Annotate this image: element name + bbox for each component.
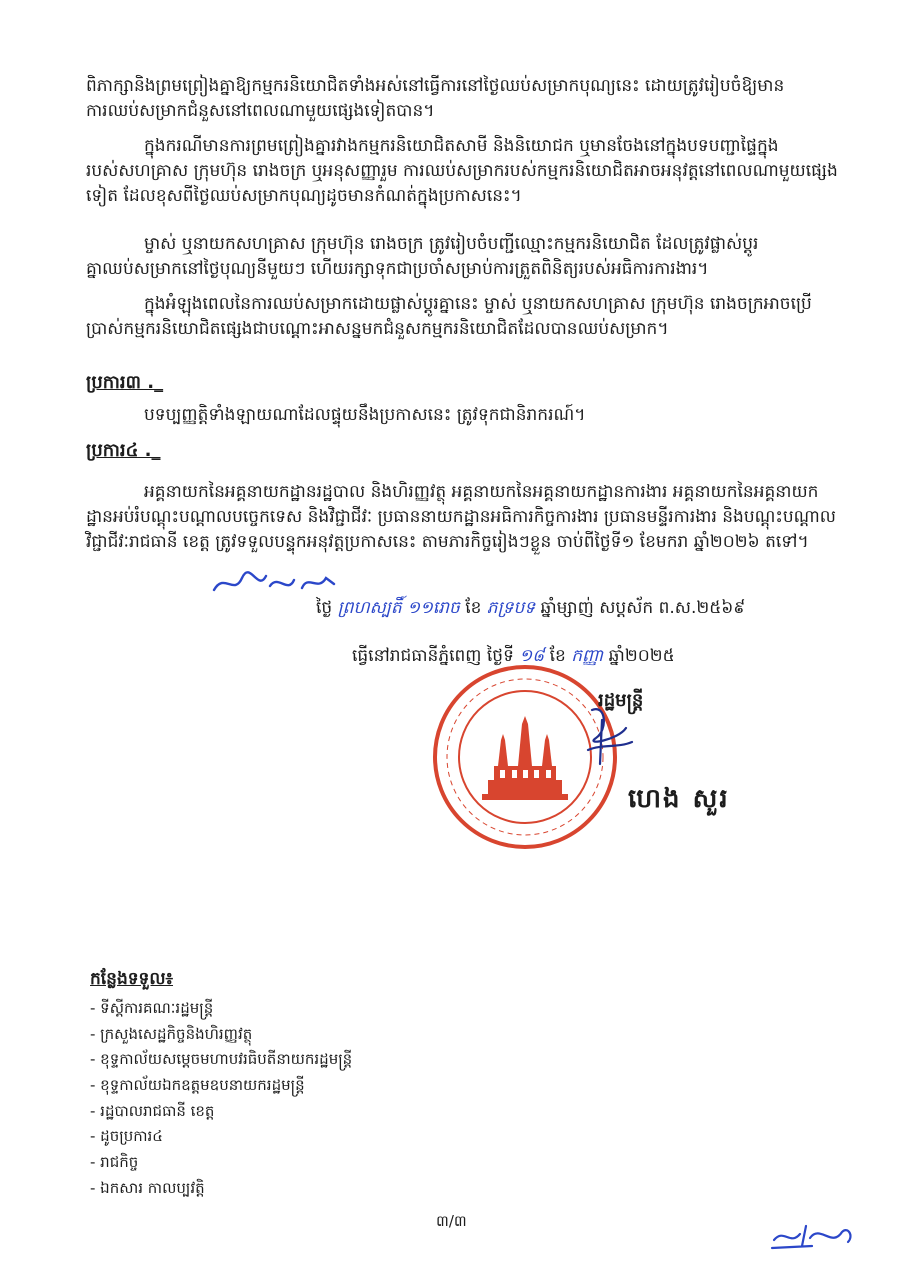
minister-signature-icon <box>578 700 638 775</box>
article-3-heading: ប្រការ៣ ._ <box>86 372 164 393</box>
lunar-month-handwritten: ភទ្របទ <box>486 598 536 618</box>
lunar-date-line <box>316 597 745 622</box>
recipient-item: - រដ្ឋបាលរាជធានី ខេត្ត <box>90 1101 215 1120</box>
paragraph-1: ពិភាក្សានិងព្រមព្រៀងគ្នាឱ្យកម្មករនិយោជិតទាំងអស់នៅធ្វើការនៅថ្ងៃឈប់សម្រាកបុណ្យនេះ ដោយត្រូវរៀបចំឱ្យមានការឈប់សម្រាកជំនួសនៅពេលណាមួយផ្សេងទៀតបាន។ <box>86 76 785 121</box>
recipients-list <box>90 996 352 1202</box>
paragraph-4: ក្នុងអំឡុងពេលនៃការឈប់សម្រាកដោយផ្លាស់ប្ដូរគ្នានេះ ម្ចាស់ ឬនាយកសហគ្រាស ក្រុមហ៊ុន រោងចក្រអាចប្រើប្រាស់កម្មករនិយោជិតផ្សេងជាបណ្តោះអាសន្នមកជំនួសកម្មករនិយោជិតដែលបានឈប់សម្រាក។ <box>86 294 812 339</box>
lunar-year-text: ឆ្នាំម្សាញ់ សប្តស័ក ព.ស.២៥៦៩ <box>540 598 746 618</box>
recipient-item: - ខុទ្ទកាល័យសម្តេចមហាបវរធិបតីនាយករដ្ឋមន្ត្រី <box>90 1050 353 1069</box>
month-handwritten: កញ្ញា <box>571 646 604 666</box>
recipient-item: - ឯកសារ កាលប្បវត្តិ <box>90 1178 205 1197</box>
lunar-day-handwritten: ព្រហស្បតិ៍ ១១រោច <box>337 598 460 618</box>
minister-name: ហេង សួរ <box>628 784 730 814</box>
recipient-item: - ដូចប្រការ៤ <box>90 1127 163 1146</box>
place-date-prefix: ធ្វើនៅរាជធានីភ្នំពេញ ថ្ងៃទី <box>352 646 514 666</box>
article-4-text: អគ្គនាយកនៃអគ្គនាយកដ្ឋានរដ្ឋបាល និងហិរញ្ញវត្ថុ អគ្គនាយកនៃអគ្គនាយកដ្ឋានការងារ អគ្គនាយកនៃអគ្គនាយកដ្ឋានអប់រំបណ្តុះបណ្តាលបច្ចេកទេស និងវិជ្ជាជីវៈ ប្រធាននាយកដ្ឋានអធិការកិច្ចការងារ ប្រធានមន្ទីរការងារ និងបណ្តុះបណ្តាលវិជ្ជាជីវៈរាជធានី ខេត្ត ត្រូវទទួលបន្ទុកអនុវត្តប្រកាសនេះ តាមភារកិច្ចរៀងៗខ្លួន ចាប់ពីថ្ងៃទី១ ខែមករា ឆ្នាំ២០២៦ តទៅ។ <box>86 482 836 552</box>
paragraph-3: ម្ចាស់ ឬនាយកសហគ្រាស ក្រុមហ៊ុន រោងចក្រ ត្រូវរៀបចំបញ្ជីឈ្មោះកម្មករនិយោជិត ដែលត្រូវផ្លាស់ប្ដូរគ្នាឈប់សម្រាកនៅថ្ងៃបុណ្យនីមួយៗ ហើយរក្សាទុកជាប្រចាំសម្រាប់ការត្រួតពិនិត្យរបស់អធិការការងារ។ <box>86 234 759 279</box>
recipient-item: - រាជកិច្ច <box>90 1153 139 1172</box>
margin-initials-icon <box>768 1218 858 1252</box>
lunar-month-label: ខែ <box>465 598 482 618</box>
minister-title: រដ្ឋមន្ត្រី <box>598 690 644 711</box>
year-text: ឆ្នាំ២០២៥ <box>608 646 675 666</box>
recipient-item: - ទីស្តីការគណៈរដ្ឋមន្ត្រី <box>90 999 214 1017</box>
article-4-heading: ប្រការ៤ ._ <box>86 440 161 461</box>
day-handwritten: ១៨ <box>519 646 545 666</box>
lunar-date-prefix: ថ្ងៃ <box>316 598 333 618</box>
article-3-text: បទប្បញ្ញត្តិទាំងឡាយណាដែលផ្ទុយនឹងប្រកាសនេះ ត្រូវទុកជានិរាករណ៍។ <box>144 405 586 425</box>
recipient-item: - ខុទ្ទកាល័យឯកឧត្តមឧបនាយករដ្ឋមន្ត្រី <box>90 1076 305 1095</box>
paragraph-2: ក្នុងករណីមានការព្រមព្រៀងគ្នារវាងកម្មករនិយោជិតសាមី និងនិយោជក ឬមានចែងនៅក្នុងបទបញ្ជាផ្ទៃក្នុងរបស់សហគ្រាស ក្រុមហ៊ុន រោងចក្រ ឬអនុសញ្ញារួម ការឈប់សម្រាករបស់កម្មករនិយោជិតអាចអនុវត្តនៅពេលណាមួយផ្សេងទៀត ដែលខុសពីថ្ងៃឈប់សម្រាកបុណ្យដូចមានកំណត់ក្នុងប្រកាសនេះ។ <box>86 136 838 206</box>
recipients-title: កន្លែងទទួល៖ <box>90 969 174 989</box>
page-number: ៣/៣ <box>436 1212 467 1230</box>
month-label: ខែ <box>549 646 566 666</box>
recipient-item: - ក្រសួងសេដ្ឋកិច្ចនិងហិរញ្ញវត្ថុ <box>90 1024 253 1043</box>
